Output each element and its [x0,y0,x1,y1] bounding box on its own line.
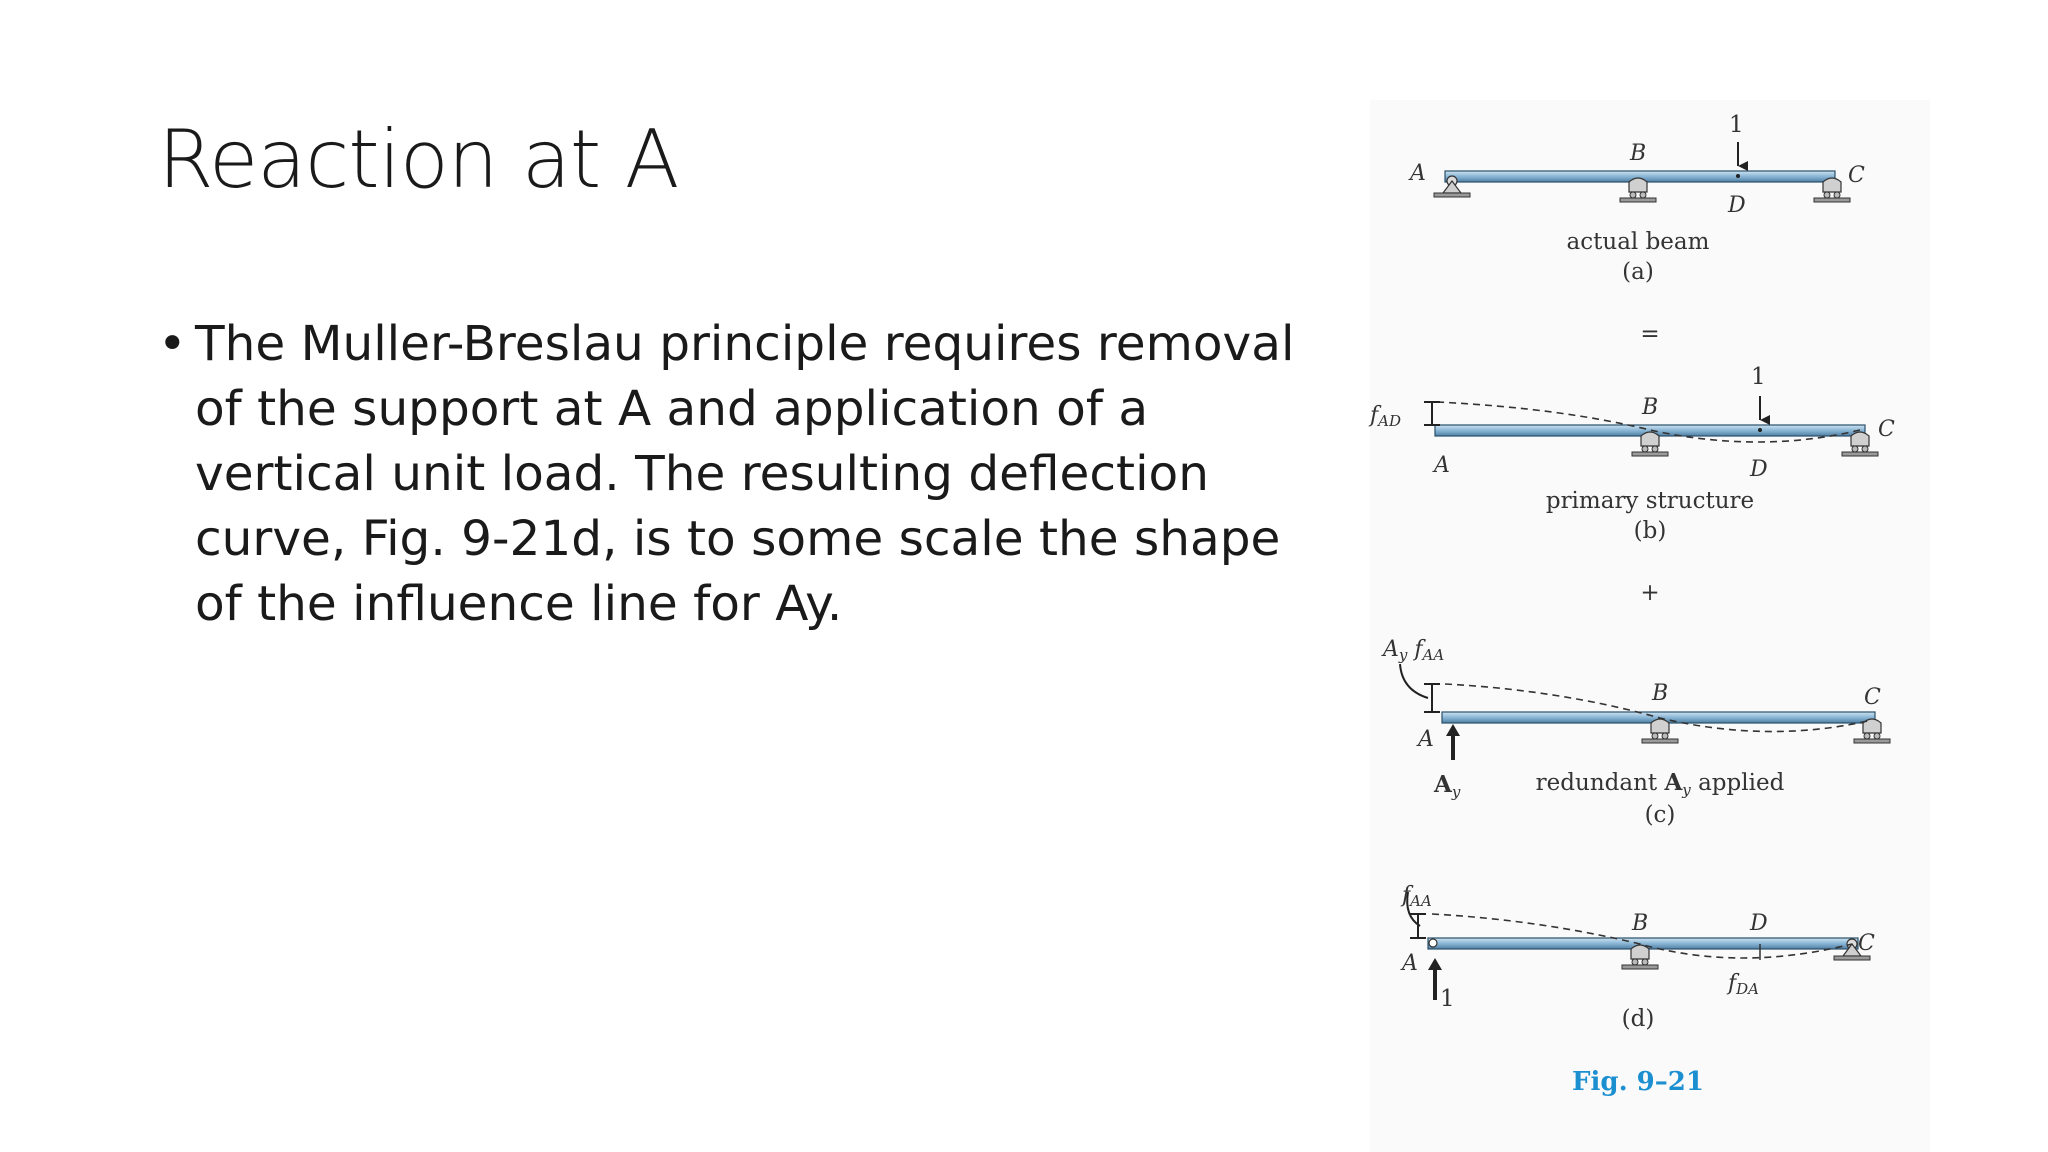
label-fda: fDA [1728,971,1760,998]
label-d: D [1728,193,1746,218]
label-faa: fAA [1402,883,1432,910]
unit-force-arrow-head [1428,958,1442,970]
load-value: 1 [1729,112,1744,138]
label-c: C [1878,417,1895,442]
deflection-dimension-fad [1424,402,1440,425]
panel-b-primary-structure [1368,364,1895,544]
reaction-arrow-head [1446,724,1460,736]
label-c: C [1864,685,1881,710]
tag-d: (d) [1621,1006,1655,1032]
label-a: A [1410,161,1426,186]
tag-b: (b) [1633,518,1667,544]
panel-d-influence-shape [1400,883,1875,1032]
caption-b: primary structure [1545,488,1755,514]
point-d-marker [1736,174,1740,178]
label-c: C [1848,163,1865,188]
tag-c: (c) [1644,802,1676,828]
label-ay-faa: Ay fAA [1383,637,1445,664]
label-b: B [1632,911,1649,936]
load-value: 1 [1751,364,1766,390]
support-a-removed [1429,939,1437,947]
figure-caption: Fig. 9–21 [1572,1067,1704,1097]
label-d: D [1750,911,1768,936]
bullet-text: The Muller-Breslau principle requires removal of the support at A and application of a vertical unit load. The resulting deflection curve, Fig. 9-21d, is to some scale the shape of the influence line for Ay. [195,316,1295,632]
panel-c-redundant-applied [1381,637,1890,828]
label-d: D [1750,457,1768,482]
label-b: B [1630,141,1647,166]
caption-a: actual beam [1566,229,1710,255]
caption-c: redundant $A_y$ applied [1535,769,1785,799]
label-b: B [1642,395,1659,420]
panel-a-actual-beam [1408,112,1865,285]
tag-a: (a) [1622,259,1654,285]
unit-load-value: 1 [1440,986,1455,1012]
label-a: A [1402,951,1418,976]
label-c: C [1858,931,1875,956]
slide-title: Reaction at A [158,113,679,206]
bullet-marker: • [158,316,187,372]
label-force-ay: $A_y$ [1434,771,1461,801]
point-d-marker [1758,428,1762,432]
label-fad: fAD [1370,403,1402,430]
equals-sign: = [1640,321,1660,347]
label-a: A [1418,727,1434,752]
leader-line [1400,664,1428,698]
label-a: A [1434,453,1450,478]
label-b: B [1652,681,1669,706]
plus-sign: + [1640,580,1660,606]
